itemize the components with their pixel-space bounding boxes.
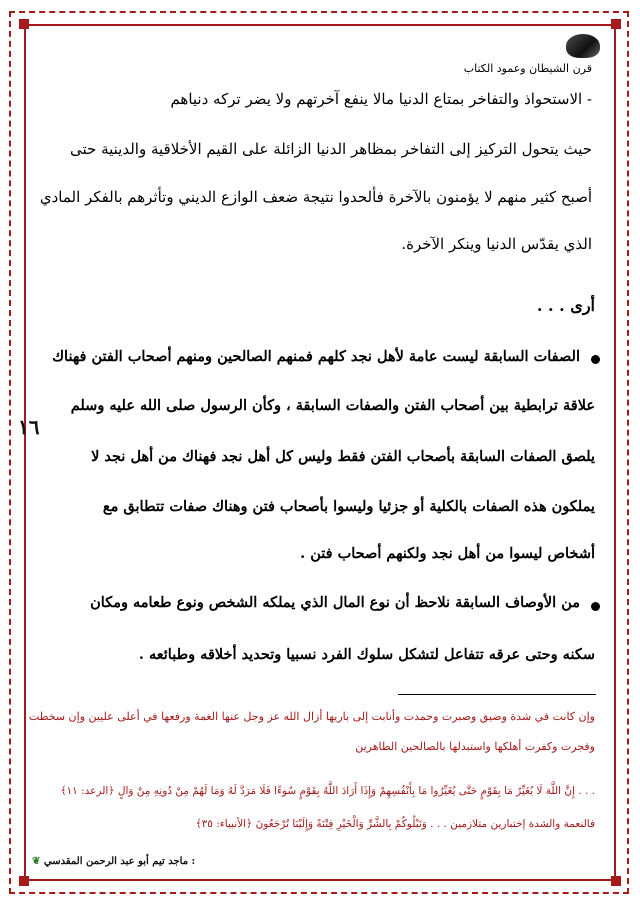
bullet1-line-3: يلصق الصفات السابقة بأصحاب الفتن فقط وليس كل أهل نجد فهناك من أهل نجد لا bbox=[91, 448, 595, 465]
page-number: ١٦ bbox=[18, 415, 40, 439]
intro-line-4: الذي يقدّس الدنيا وينكر الآخرة. bbox=[401, 235, 592, 253]
bullet1-line-5: أشخاص ليسوا من أهل نجد ولكنهم أصحاب فتن . bbox=[300, 545, 595, 562]
intro-line-3: أصبح كثير منهم لا يؤمنون بالآخرة فألحدوا نتيجة ضعف الوازع الديني وتأثرهم بالفكر المادي bbox=[39, 188, 592, 206]
author-signature bbox=[32, 856, 195, 867]
bullet1-line-1: الصفات السابقة ليست عامة لأهل نجد كلهم فمنهم الصالحين ومنهم أصحاب الفتن فهناك bbox=[52, 348, 580, 365]
corner-ornament bbox=[19, 876, 29, 886]
bullet2-line-1: من الأوصاف السابقة نلاحظ أن نوع المال الذي يملكه الشخص ونوع طعامه ومكان bbox=[90, 594, 580, 611]
intro-line-2: حيث يتحول التركيز إلى التفاخر بمظاهر الدنيا الزائلة على القيم الأخلاقية والدينية حتى bbox=[70, 140, 592, 158]
footnote-line-2: وفجرت وكفرت أهلكها واستبدلها بالصالحين الطاهرين bbox=[355, 740, 595, 753]
corner-ornament bbox=[611, 19, 621, 29]
bullet-dot-icon bbox=[591, 355, 600, 364]
footnote-line-3: . . . إِنَّ اللَّهَ لَا يُغَيِّرُ مَا بِقَوْمٍ حَتَّى يُغَيِّرُوا مَا بِأَنْفُسِهِمْ وَإِذَا أَرَادَ اللَّهُ بِقَوْمٍ سُوءًا فَلَا مَرَدَّ لَهُ وَمَا لَهُمْ مِنْ دُونِهِ مِنْ وَالٍ ﴿الرعد: ١١﴾ bbox=[60, 785, 595, 797]
ara-heading: أرى . . . bbox=[536, 296, 595, 315]
author-name: : ماجد تيم أبو عبد الرحمن المقدسي bbox=[43, 856, 196, 867]
footnote-line-4: فالنعمة والشدة إختبارين متلازمين . . . وَنَبْلُوكُمْ بِالشَّرِّ وَالْخَيْرِ فِتْنَةً وَإِلَيْنَا تُرْجَعُونَ ﴿الأنبياء: ٣٥﴾ bbox=[195, 818, 595, 830]
leaf-icon: ❦ bbox=[32, 856, 41, 867]
bullet1-line-4: يملكون هذه الصفات بالكلية أو جزئيا وليسوا بأصحاب فتن وهناك صفات تتطابق مع bbox=[102, 498, 595, 515]
intro-line-1: - الاستحواذ والتفاخر بمتاع الدنيا مالا ينفع آخرتهم ولا يضر تركه دنياهم bbox=[170, 90, 592, 108]
footnote-separator bbox=[398, 694, 596, 695]
book-title: قرن الشيطان وعمود الكتاب bbox=[463, 62, 592, 75]
corner-ornament bbox=[611, 876, 621, 886]
quran-logo-icon bbox=[566, 34, 600, 58]
page-header bbox=[400, 30, 600, 78]
bullet-dot-icon bbox=[591, 602, 600, 611]
bullet2-line-2: سكنه وحتى عرقه تتفاعل لتشكل سلوك الفرد نسبيا وتحديد أخلاقه وطبائعه . bbox=[138, 646, 595, 663]
footnote-line-1: وإن كانت في شدة وضيق وصبرت وحمدت وأنابت إلى باريها أزال الله عز وجل عنها الغمة ورفعها في أعلى عليين وإن سخطت bbox=[28, 710, 595, 723]
bullet1-line-2: علاقة ترابطية بين أصحاب الفتن والصفات السابقة ، وكأن الرسول صلى الله عليه وسلم bbox=[70, 397, 595, 414]
corner-ornament bbox=[19, 19, 29, 29]
